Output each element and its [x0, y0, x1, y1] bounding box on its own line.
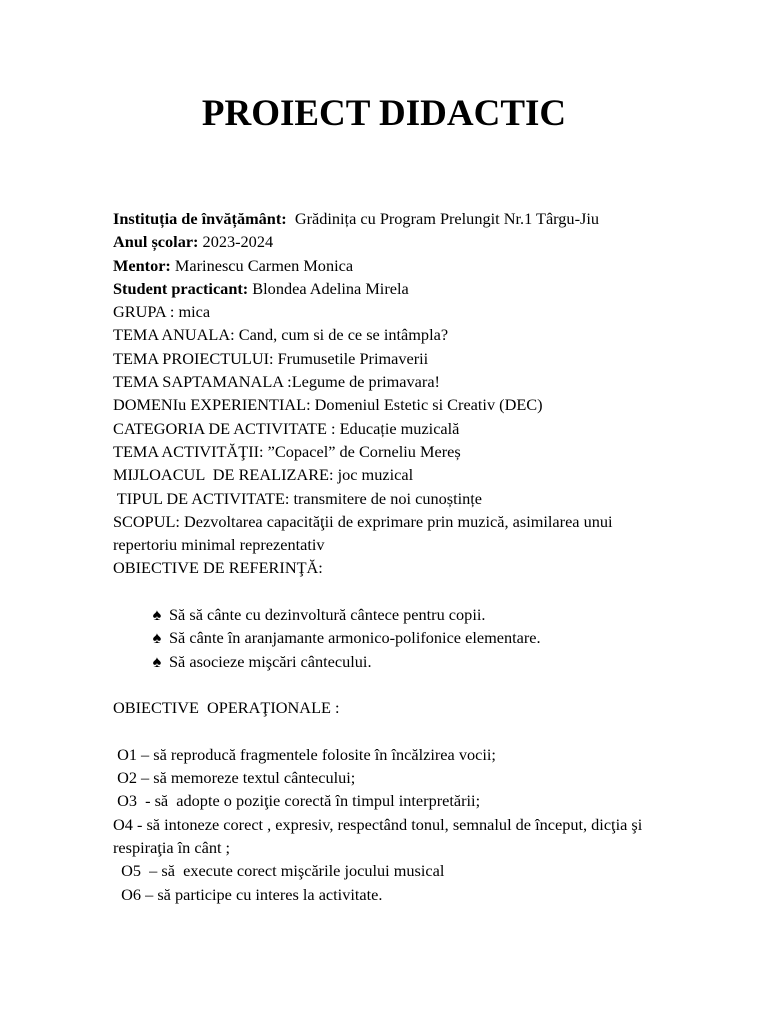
field-label: Mentor:	[113, 255, 171, 275]
field-value: Marinescu Carmen Monica	[170, 255, 354, 275]
field-student	[113, 277, 673, 300]
activity-type-line: TIPUL DE ACTIVITATE: transmitere de noi cunoștințe	[113, 488, 483, 508]
spacer	[113, 580, 673, 603]
field-value: Blondea Adelina Mirela	[248, 278, 409, 298]
op-objective-item: O4 - să intoneze corect , expresiv, respectând tonul, semnalul de început, dicţia şi respiraţia în cânt ;	[113, 814, 643, 858]
field-value: Grădinița cu Program Prelungit Nr.1 Târgu-Jiu	[286, 209, 599, 228]
spacer	[113, 720, 673, 743]
activity-category-line: CATEGORIA DE ACTIVITATE : Educație muzicală	[113, 418, 460, 438]
group-line: GRUPA : mica	[113, 302, 211, 322]
op-objective-item: O3 - să adopte o poziţie corectă în timpul interpretării;	[113, 791, 481, 811]
field-label: Anul școlar:	[113, 232, 199, 252]
op-objective-item: O5 – să execute corect mişcările jocului musical	[113, 861, 445, 881]
ref-objective-text: Să asocieze mişcări cântecului.	[169, 651, 372, 671]
ref-objective-item	[113, 603, 673, 626]
ref-objectives-heading: OBIECTIVE DE REFERINŢĂ:	[113, 558, 323, 578]
spacer	[113, 673, 673, 696]
field-institution	[113, 207, 673, 230]
weekly-theme-line: TEMA SAPTAMANALA :Legume de primavara!	[113, 372, 440, 392]
ref-objective-text: Să cânte în aranjamante armonico-polifonice elementare.	[169, 628, 541, 648]
field-label: Instituția de învățământ:	[113, 209, 287, 228]
annual-theme-line: TEMA ANUALA: Cand, cum si de ce se intâmpla?	[113, 325, 449, 345]
field-value: 2023-2024	[198, 232, 274, 252]
spade-bullet-icon: ♠	[152, 651, 162, 671]
scope-paragraph: SCOPUL: Dezvoltarea capacităţii de exprimare prin muzică, asimilarea unui repertoriu minimal reprezentativ	[113, 511, 613, 555]
op-objective-item: O2 – să memoreze textul cântecului;	[113, 768, 356, 788]
page-title: PROIECT DIDACTIC	[201, 93, 567, 134]
op-objective-item: O6 – să participe cu interes la activitate.	[113, 884, 383, 904]
ref-objective-text: Să să cânte cu dezinvoltură cântece pentru copii.	[169, 605, 486, 625]
ref-objective-item	[113, 650, 673, 673]
op-objective-item: O1 – să reproducă fragmentele folosite în încălzirea vocii;	[113, 744, 496, 764]
field-school-year	[113, 230, 673, 253]
field-mentor	[113, 254, 673, 277]
spade-bullet-icon: ♠	[152, 628, 162, 648]
experiential-domain-line: DOMENIu EXPERIENTIAL: Domeniul Estetic si Creativ (DEC)	[113, 395, 543, 415]
spade-bullet-icon: ♠	[152, 605, 162, 625]
document-body	[113, 207, 673, 906]
activity-theme-line: TEMA ACTIVITĂŢII: ”Copacel” de Corneliu Mereș	[113, 441, 461, 461]
op-objectives-heading: OBIECTIVE OPERAŢIONALE :	[113, 698, 340, 718]
means-line: MIJLOACUL DE REALIZARE: joc muzical	[113, 465, 414, 485]
field-label: Student practicant:	[113, 278, 249, 298]
ref-objective-item	[113, 626, 673, 649]
project-theme-line: TEMA PROIECTULUI: Frumusetile Primaverii	[113, 348, 429, 368]
